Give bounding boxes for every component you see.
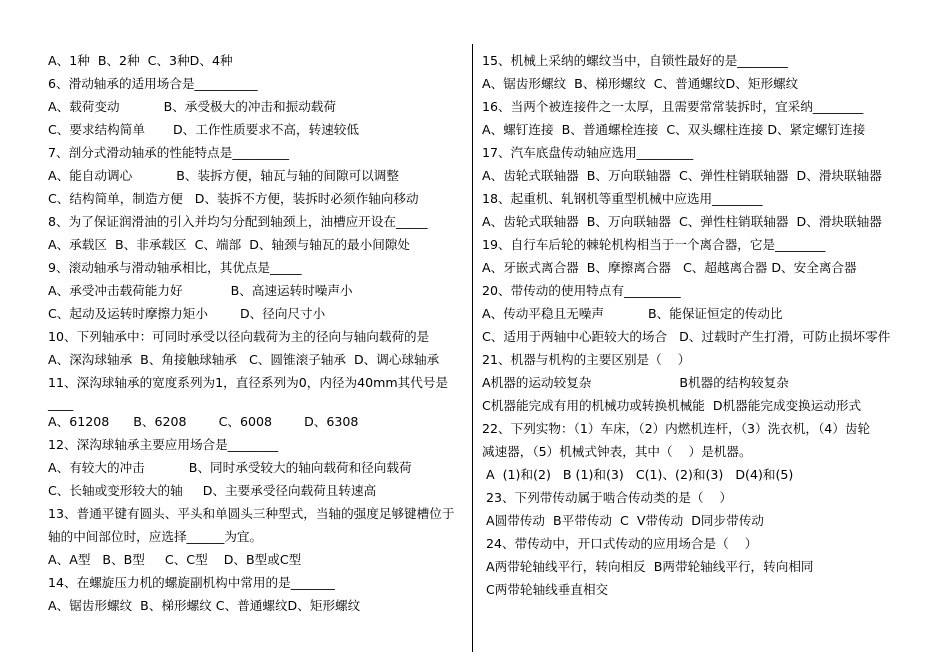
options-line: A、锯齿形螺纹 B、梯形螺纹 C、普通螺纹D、矩形螺纹 [48,598,361,613]
options-line: A、载荷变动 B、承受极大的冲击和振动载荷 [48,99,336,114]
options-line: C、结构简单，制造方便 D、装拆不方便，装拆时必须作轴向移动 [48,191,419,206]
question-13: 13、普通平键有圆头、平头和单圆头三种型式，当轴的强度足够键槽位于 [48,506,455,521]
question-23: 23、下列带传动属于啮合传动类的是（ ） [482,490,733,505]
question-17: 17、汽车底盘传动轴应选用_________ [482,145,694,160]
options-line: C、适用于两轴中心距较大的场合 D、过载时产生打滑，可防止损坏零件 [482,329,891,344]
question-19: 19、自行车后轮的棘轮机构相当于一个离合器，它是________ [482,237,826,252]
options-line: C、长轴或变形较大的轴 D、主要承受径向载荷且转速高 [48,483,377,498]
question-10: 10、下列轴承中：可同时承受以径向载荷为主的径向与轴向载荷的是 [48,329,430,344]
options-line: A、能自动调心 B、装拆方便，轴瓦与轴的间隙可以调整 [48,168,399,183]
options-line: A、传动平稳且无噪声 B、能保证恒定的传动比 [482,306,783,321]
options-line: A、61208 B、6208 C、6008 D、6308 [48,414,359,429]
question-14: 14、在螺旋压力机的螺旋副机构中常用的是_______ [48,575,335,590]
question-12: 12、深沟球轴承主要应用场合是________ [48,437,279,452]
question-13-cont: 轴的中间部位时，应选择______为宜。 [48,529,263,544]
options-line: C、要求结构简单 D、工作性质要求不高，转速较低 [48,122,359,137]
answer-blank: ____ [48,396,74,411]
options-line: A、承受冲击载荷能力好 B、高速运转时噪声小 [48,283,353,298]
question-11: 11、深沟球轴承的宽度系列为1，直径系列为0，内径为40mm其代号是 [48,375,449,390]
question-24: 24、带传动中，开口式传动的应用场合是（ ） [482,536,758,551]
options-line: A、承载区 B、非承载区 C、端部 D、轴颈与轴瓦的最小间隙处 [48,237,411,252]
text-line: A、1种 B、2种 C、3种D、4种 [48,53,233,68]
options-line: A圆带传动 B平带传动 C V带传动 D同步带传动 [482,513,764,528]
options-line: A、螺钉连接 B、普通螺栓连接 C、双头螺柱连接 D、紧定螺钉连接 [482,122,866,137]
options-line: A、齿轮式联轴器 B、万向联轴器 C、弹性柱销联轴器 D、滑块联轴器 [482,168,882,183]
question-18: 18、起重机、轧钢机等重型机械中应选用________ [482,191,763,206]
options-line: A、齿轮式联轴器 B、万向联轴器 C、弹性柱销联轴器 D、滑块联轴器 [482,214,882,229]
options-line: A、锯齿形螺纹 B、梯形螺纹 C、普通螺纹D、矩形螺纹 [482,76,799,91]
question-20: 20、带传动的使用特点有_________ [482,283,681,298]
question-21: 21、机器与机构的主要区别是（ ） [482,352,691,367]
options-line: A机器的运动较复杂 B机器的结构较复杂 [482,375,789,390]
column-divider [472,44,473,652]
options-line: A (1)和(2) B (1)和(3) C(1)、(2)和(3) D(4)和(5) [482,467,794,482]
question-8: 8、为了保证润滑油的引入并均匀分配到轴颈上，油槽应开设在_____ [48,214,428,229]
options-line: C、起动及运转时摩擦力矩小 D、径向尺寸小 [48,306,326,321]
options-line: C两带轮轴线垂直相交 [482,582,609,597]
options-line: C机器能完成有用的机械功或转换机械能 D机器能完成变换运动形式 [482,398,862,413]
question-15: 15、机械上采纳的螺纹当中，自锁性最好的是________ [482,53,788,68]
question-22: 22、下列实物：（1）车床，（2）内燃机连杆，（3）洗衣机，（4）齿轮 [482,421,871,436]
options-line: A、A型 B、B型 C、C型 D、B型或C型 [48,552,302,567]
question-9: 9、滚动轴承与滑动轴承相比，其优点是_____ [48,260,302,275]
options-line: A、深沟球轴承 B、角接触球轴承 C、圆锥滚子轴承 D、调心球轴承 [48,352,440,367]
options-line: A、有较大的冲击 B、同时承受较大的轴向载荷和径向载荷 [48,460,412,475]
options-line: A、牙嵌式离合器 B、摩擦离合器 C、超越离合器 D、安全离合器 [482,260,857,275]
question-7: 7、剖分式滑动轴承的性能特点是_________ [48,145,289,160]
question-6: 6、滑动轴承的适用场合是__________ [48,76,258,91]
options-line: A两带轮轴线平行，转向相反 B两带轮轴线平行，转向相同 [482,559,814,574]
question-16: 16、当两个被连接件之一太厚，且需要常常装拆时，宜采纳________ [482,99,864,114]
question-22-cont: 减速器，（5）机械式钟表，其中（ ）是机器。 [482,444,752,459]
